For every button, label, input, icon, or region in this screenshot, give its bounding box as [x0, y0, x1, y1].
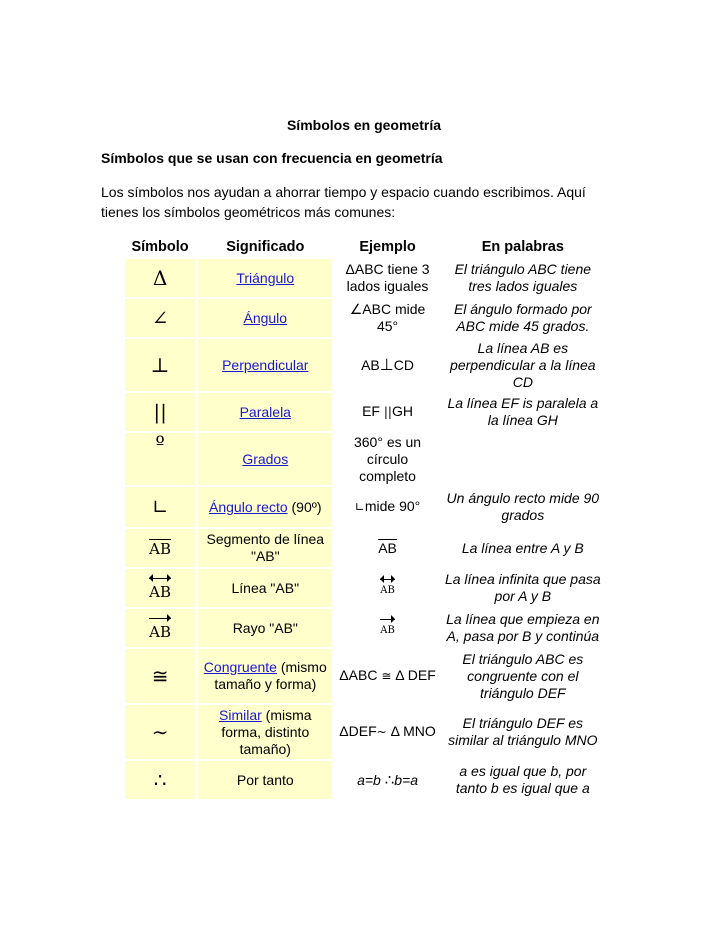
line-symbol-icon: AB [125, 569, 195, 607]
example-a: EF [362, 403, 380, 419]
perpendicular-link[interactable]: Perpendicular [222, 356, 309, 373]
table-row [125, 529, 603, 567]
meaning-cell [198, 393, 332, 431]
segment-symbol-icon: $\overline{AB}$ [125, 529, 195, 567]
example-cell [335, 705, 439, 759]
words-cell: La línea AB es perpendicular a la línea CD [443, 339, 603, 391]
words-cell: El triángulo DEF es similar al triángulo MNO [443, 705, 603, 759]
congruent-symbol-icon: ≅ [125, 649, 195, 703]
example-cell: $\overline{AB}$ [335, 529, 439, 567]
meaning-rest: (mismo tamaño y forma) [214, 659, 327, 692]
words-cell: El triángulo ABC tiene tres lados iguales [443, 259, 603, 297]
words-cell: a es igual que b, por tanto b es igual que a [443, 761, 603, 799]
table-row [125, 609, 603, 647]
perpendicular-symbol-icon: ⊥ [125, 339, 195, 391]
meaning-cell: Rayo "AB" [198, 609, 332, 647]
example-b: Δ DEF [395, 667, 436, 683]
words-cell [443, 433, 603, 485]
example-cell [335, 393, 439, 431]
example-b: GH [391, 403, 413, 419]
similar-link[interactable]: Similar [219, 706, 262, 723]
header-meaning: Significado [226, 239, 305, 255]
meaning-cell [198, 487, 332, 527]
table-row [125, 433, 603, 485]
congruent-small-icon: ≅ [381, 669, 392, 683]
triangle-symbol-icon: Δ [125, 259, 195, 297]
words-cell: La línea infinita que pasa por A y B [443, 569, 603, 607]
page-title: Símbolos en geometría [286, 117, 442, 133]
table-row [125, 487, 603, 527]
table-row [125, 393, 603, 431]
angulo-recto-link[interactable]: Ángulo recto [209, 498, 288, 515]
example-a: a=b [357, 771, 381, 788]
table-row [125, 761, 603, 799]
table-row [125, 569, 603, 607]
meaning-rest: (misma forma, distinto tamaño) [221, 706, 312, 757]
meaning-rest: (90º) [287, 498, 322, 515]
example-b: CD [393, 357, 414, 373]
table-row [125, 705, 603, 759]
similar-small-icon: ~ [376, 725, 387, 739]
meaning-cell [198, 299, 332, 337]
example-a: AB [361, 357, 380, 373]
words-cell: Un ángulo recto mide 90 grados [443, 487, 603, 527]
words-cell: El triángulo ABC es congruente con el triángulo DEF [443, 649, 603, 703]
meaning-cell [198, 705, 332, 759]
example-cell [335, 761, 439, 799]
header-example: Ejemplo [359, 239, 416, 255]
meaning-cell [198, 259, 332, 297]
meaning-cell [198, 339, 332, 391]
example-a: ΔABC [339, 667, 378, 683]
words-cell: La línea que empieza en A, pasa por B y continúa [443, 609, 603, 647]
table-header-row [125, 237, 603, 257]
intro-paragraph: Los símbolos nos ayudan a ahorrar tiempo y espacio cuando escribimos. Aquí tienes los símbolos geométricos más comunes: [101, 184, 586, 220]
example-cell [335, 339, 439, 391]
right-angle-small-icon: ∟ [354, 500, 365, 514]
words-cell: El ángulo formado por ABC mide 45 grados. [443, 299, 603, 337]
example-b: b=a [394, 771, 418, 788]
table-row [125, 299, 603, 337]
meaning-cell [198, 649, 332, 703]
ray-symbol-icon: AB [125, 609, 195, 647]
header-words: En palabras [481, 239, 564, 255]
triangulo-link[interactable]: Triángulo [236, 269, 295, 286]
meaning-cell: Línea "AB" [198, 569, 332, 607]
grados-link[interactable]: Grados [242, 450, 289, 467]
example-a: ΔDEF [339, 723, 377, 739]
example-cell: ∠ABC mide 45° [335, 299, 439, 337]
angulo-link[interactable]: Ángulo [243, 309, 288, 326]
parallel-small-icon: || [383, 405, 392, 419]
perpendicular-small-icon: ⊥ [379, 355, 394, 374]
example-cell [335, 649, 439, 703]
example-cell [335, 487, 439, 527]
congruente-link[interactable]: Congruente [203, 659, 277, 675]
header-symbol: Símbolo [131, 239, 189, 255]
paralela-link[interactable]: Paralela [239, 403, 291, 420]
symbols-table [122, 235, 606, 801]
angle-symbol-icon: ∠ [125, 299, 195, 337]
therefore-symbol-icon: ∴ [125, 761, 195, 799]
example-cell: ΔABC tiene 3 lados iguales [335, 259, 439, 297]
words-cell: La línea entre A y B [443, 529, 603, 567]
example-cell: AB [335, 609, 439, 647]
table-row [125, 339, 603, 391]
example-b: mide 90° [364, 498, 421, 514]
right-angle-symbol-icon: ∟ [125, 487, 195, 527]
similar-symbol-icon: ∼ [125, 705, 195, 759]
words-cell: La línea EF is paralela a la línea GH [443, 393, 603, 431]
parallel-symbol-icon: || [125, 393, 195, 431]
example-b: Δ MNO [390, 723, 436, 739]
degree-symbol-icon: º [125, 433, 195, 485]
meaning-cell [198, 433, 332, 485]
meaning-cell: Segmento de línea "AB" [198, 529, 332, 567]
section-subtitle: Símbolos que se usan con frecuencia en geometría [101, 150, 443, 166]
example-cell: 360° es un círculo completo [335, 433, 439, 485]
meaning-cell: Por tanto [198, 761, 332, 799]
table-row [125, 259, 603, 297]
table-row [125, 649, 603, 703]
example-cell: AB [335, 569, 439, 607]
therefore-small-icon: ∴ [384, 770, 395, 789]
